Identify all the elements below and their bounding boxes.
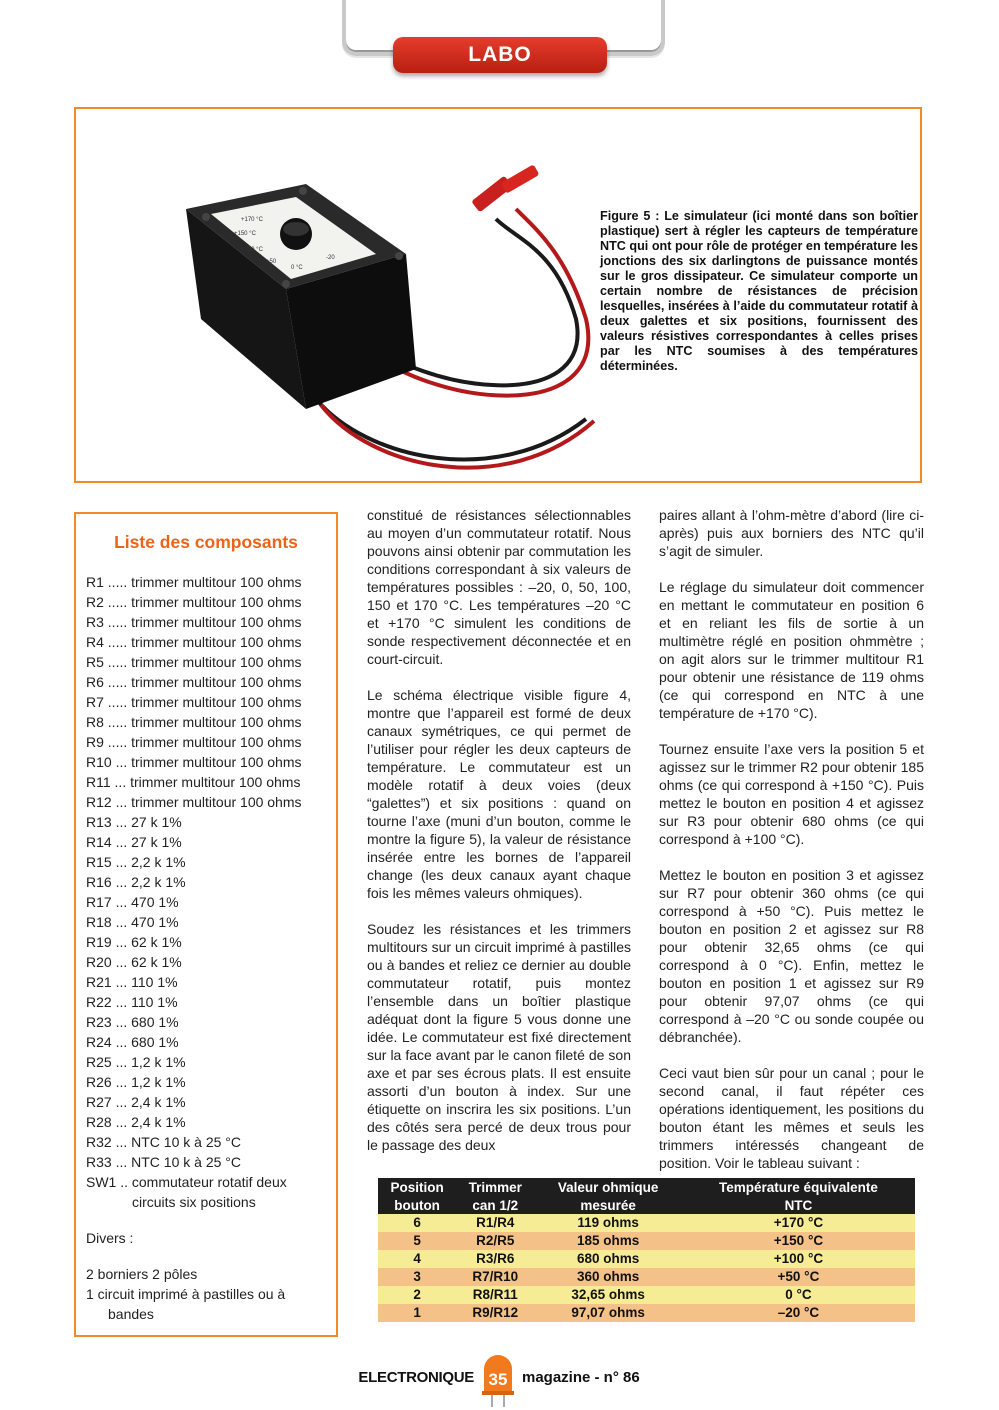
table-cell: 32,65 ohms (534, 1286, 682, 1304)
part-item: R15 ... 2,2 k 1% (86, 854, 186, 870)
part-item: R33 ... NTC 10 k à 25 °C (86, 1154, 241, 1170)
photo-label-2: +150 °C (234, 231, 256, 237)
photo-label-1: +170 °C (241, 217, 263, 223)
paragraph: constitué de résistances sélectionnables au moyen d’un commutateur rotatif. Nous pouvons ainsi obtenir par commutation les conditions correspondant à six valeurs de températures possibles : –20, 0, 50, 100, 150 et 170 °C. Les températures –20 °C et +170 °C simulent les conditions de sonde respectivement déconnectée et en court-circuit. (367, 507, 631, 667)
footer-issue: magazine - n° 86 (522, 1369, 640, 1386)
table-row (378, 1250, 915, 1268)
table-cell: +170 °C (682, 1214, 915, 1232)
part-item: R13 ... 27 k 1% (86, 814, 182, 830)
divers-label: Divers : (86, 1230, 134, 1246)
part-item: SW1 .. commutateur rotatif deux (86, 1174, 287, 1190)
table-cell: 4 (378, 1250, 456, 1268)
table-cell: –20 °C (682, 1304, 915, 1322)
table-row (378, 1268, 915, 1286)
table-cell: 185 ohms (534, 1232, 682, 1250)
paragraph: Le schéma électrique visible figure 4, montre que l’appareil est formé de deux canaux symétriques, ce qui permet de l’utiliser pour régler les deux capteurs de température. Le commutateur est un modèle rotatif à deux voies (deux “galettes”) et six positions : quand on tourne l’axe (muni d’un bouton, comme le montre la figure 5), la valeur de résistance insérée entre les bornes de l’appareil change (les deux canaux ayant chaque fois les mêmes valeurs ohmiques). (367, 687, 631, 901)
part-item: R7 ..... trimmer multitour 100 ohms (86, 694, 302, 710)
table-cell: +50 °C (682, 1268, 915, 1286)
page-number: 35 (488, 1370, 508, 1389)
part-item: R9 ..... trimmer multitour 100 ohms (86, 734, 302, 750)
figure-box (74, 107, 922, 483)
table-cell: R1/R4 (456, 1214, 534, 1232)
part-item: R4 ..... trimmer multitour 100 ohms (86, 634, 302, 650)
table-header-row (378, 1178, 915, 1196)
parts-list-title: Liste des composants (114, 532, 298, 552)
table-cell: 97,07 ohms (534, 1304, 682, 1322)
table-header: can 1/2 (456, 1196, 534, 1214)
table-header-row (378, 1196, 915, 1214)
table-header: NTC (682, 1196, 915, 1214)
part-item: R16 ... 2,2 k 1% (86, 874, 186, 890)
part-item: R14 ... 27 k 1% (86, 834, 182, 850)
table-cell: R7/R10 (456, 1268, 534, 1286)
part-item: R6 ..... trimmer multitour 100 ohms (86, 674, 302, 690)
part-item: R27 ... 2,4 k 1% (86, 1094, 186, 1110)
paragraph: paires allant à l’ohm-mètre d’abord (lire ci-après) puis aux borniers des NTC qu’il s’agit de simuler. (659, 507, 924, 559)
table-header: Valeur ohmique (534, 1178, 682, 1196)
figure-caption: Figure 5 : Le simulateur (ici monté dans son boîtier plastique) sert à régler les capteurs de température NTC qui ont pour rôle de protéger en température les jonctions des six darlingtons de puissance montés sur le gros dissipateur. Ce simulateur comporte un certain nombre de résistances de précision lesquelles, insérées à l’aide du commutateur rotatif à deux galettes et six positions, fournissent des valeurs résistives correspondantes à celles prises par les NTC soumises à des températures déterminées. (600, 209, 918, 373)
parts-list-box (74, 512, 338, 1337)
part-item: R24 ... 680 1% (86, 1034, 179, 1050)
divers-item: 1 circuit imprimé à pastilles ou à bandes (86, 1286, 286, 1322)
photo-label-3: +100 °C (241, 247, 263, 253)
table-cell: +150 °C (682, 1232, 915, 1250)
part-item: R32 ... NTC 10 k à 25 °C (86, 1134, 241, 1150)
part-item: R25 ... 1,2 k 1% (86, 1054, 186, 1070)
part-item: R10 ... trimmer multitour 100 ohms (86, 754, 302, 770)
part-item: R20 ... 62 k 1% (86, 954, 182, 970)
table-cell: 2 (378, 1286, 456, 1304)
part-item: R26 ... 1,2 k 1% (86, 1074, 186, 1090)
part-item: R1 ..... trimmer multitour 100 ohms (86, 574, 302, 590)
part-item: R11 ... trimmer multitour 100 ohms (86, 774, 301, 790)
photo-label-5: 0 °C (291, 265, 303, 271)
part-item: R28 ... 2,4 k 1% (86, 1114, 186, 1130)
part-item-continuation: circuits six positions (132, 1194, 256, 1210)
part-item: R23 ... 680 1% (86, 1014, 179, 1030)
table-row (378, 1304, 915, 1322)
table-header: bouton (378, 1196, 456, 1214)
table-cell: R8/R11 (456, 1286, 534, 1304)
table-cell: +100 °C (682, 1250, 915, 1268)
table-cell: R9/R12 (456, 1304, 534, 1322)
paragraph: Le réglage du simulateur doit commencer en mettant le commutateur en position 6 et en reliant les fils de sortie à un multimètre réglé en position ohmmètre ; on agit alors sur le trimmer multitour R1 pour obtenir une résistance de 119 ohms (ce qui correspond en NTC à une température de +170 °C). (659, 579, 924, 721)
section-tab: LABO (393, 37, 607, 73)
table-cell: 360 ohms (534, 1268, 682, 1286)
part-item: R8 ..... trimmer multitour 100 ohms (86, 714, 302, 730)
table-header: Température équivalente (682, 1178, 915, 1196)
part-item: R2 ..... trimmer multitour 100 ohms (86, 594, 302, 610)
photo-label-4: +50 (266, 259, 277, 265)
settings-table (378, 1178, 915, 1322)
table-header: mesurée (534, 1196, 682, 1214)
table-header: Position (378, 1178, 456, 1196)
paragraph: Soudez les résistances et les trimmers multitours sur un circuit imprimé à pastilles ou à bandes et reliez ce dernier au double commutateur rotatif, puis montez l’ensemble dans un boîtier plastique adéquat dont la figure 5 vous donne une idée. Le commutateur est fixé directement sur la face avant par le canon fileté de son axe et par ses écrous plats. Il est ensuite assorti d’un bouton à index. Sur une étiquette on inscrira les six positions. L’un des côtés sera percé de deux trous pour le passage des deux (367, 921, 631, 1153)
part-item: R18 ... 470 1% (86, 914, 179, 930)
part-item: R5 ..... trimmer multitour 100 ohms (86, 654, 302, 670)
led-page-number-icon (481, 1355, 515, 1407)
paragraph: Tournez ensuite l’axe vers la position 5 et agissez sur le trimmer R2 pour obtenir 185 ohms (ce qui correspond à +150 °C). Puis mettez le bouton en position 4 et agissez sur R3 pour obtenir 680 ohms (ce qui correspond à +100 °C). (659, 741, 924, 847)
table-cell: 3 (378, 1268, 456, 1286)
table-cell: 680 ohms (534, 1250, 682, 1268)
table-cell: R3/R6 (456, 1250, 534, 1268)
table-row (378, 1232, 915, 1250)
part-item: R19 ... 62 k 1% (86, 934, 182, 950)
part-item: R12 ... trimmer multitour 100 ohms (86, 794, 302, 810)
paragraph: Ceci vaut bien sûr pour un canal ; pour le second canal, il faut répéter ces opérations identiquement, les positions du bouton étant les mêmes et seuls les trimmers intéressés changeant de position. Voir le tableau suivant : (659, 1065, 924, 1171)
body-column-1 (367, 506, 631, 1172)
table-header: Trimmer (456, 1178, 534, 1196)
body-column-2 (659, 506, 924, 1190)
page-footer (0, 1355, 999, 1405)
table-cell: 119 ohms (534, 1214, 682, 1232)
part-item: R17 ... 470 1% (86, 894, 179, 910)
parts-list (86, 572, 334, 1324)
table-cell: 1 (378, 1304, 456, 1322)
table-cell: 0 °C (682, 1286, 915, 1304)
table-cell: 5 (378, 1232, 456, 1250)
simulator-photo (116, 159, 616, 479)
paragraph: Mettez le bouton en position 3 et agissez sur R7 pour obtenir 360 ohms (ce qui correspond à +50 °C). Puis mettez le bouton en position 2 et agissez sur R8 pour obtenir 32,65 ohms (ce qui correspond à 0 °C). Enfin, mettez le bouton en position 1 et agissez sur R9 pour obtenir 97,07 ohms (ce qui correspond à –20 °C ou sonde coupée ou débranchée). (659, 867, 924, 1045)
part-item: R22 ... 110 1% (86, 994, 178, 1010)
footer-magazine-name: ELECTRONIQUE (358, 1369, 474, 1386)
table-row (378, 1286, 915, 1304)
table-cell: 6 (378, 1214, 456, 1232)
photo-label-6: -20 (326, 255, 335, 261)
table-cell: R2/R5 (456, 1232, 534, 1250)
part-item: R3 ..... trimmer multitour 100 ohms (86, 614, 302, 630)
table-row (378, 1214, 915, 1232)
divers-item: 2 borniers 2 pôles (86, 1266, 198, 1282)
part-item: R21 ... 110 1% (86, 974, 178, 990)
